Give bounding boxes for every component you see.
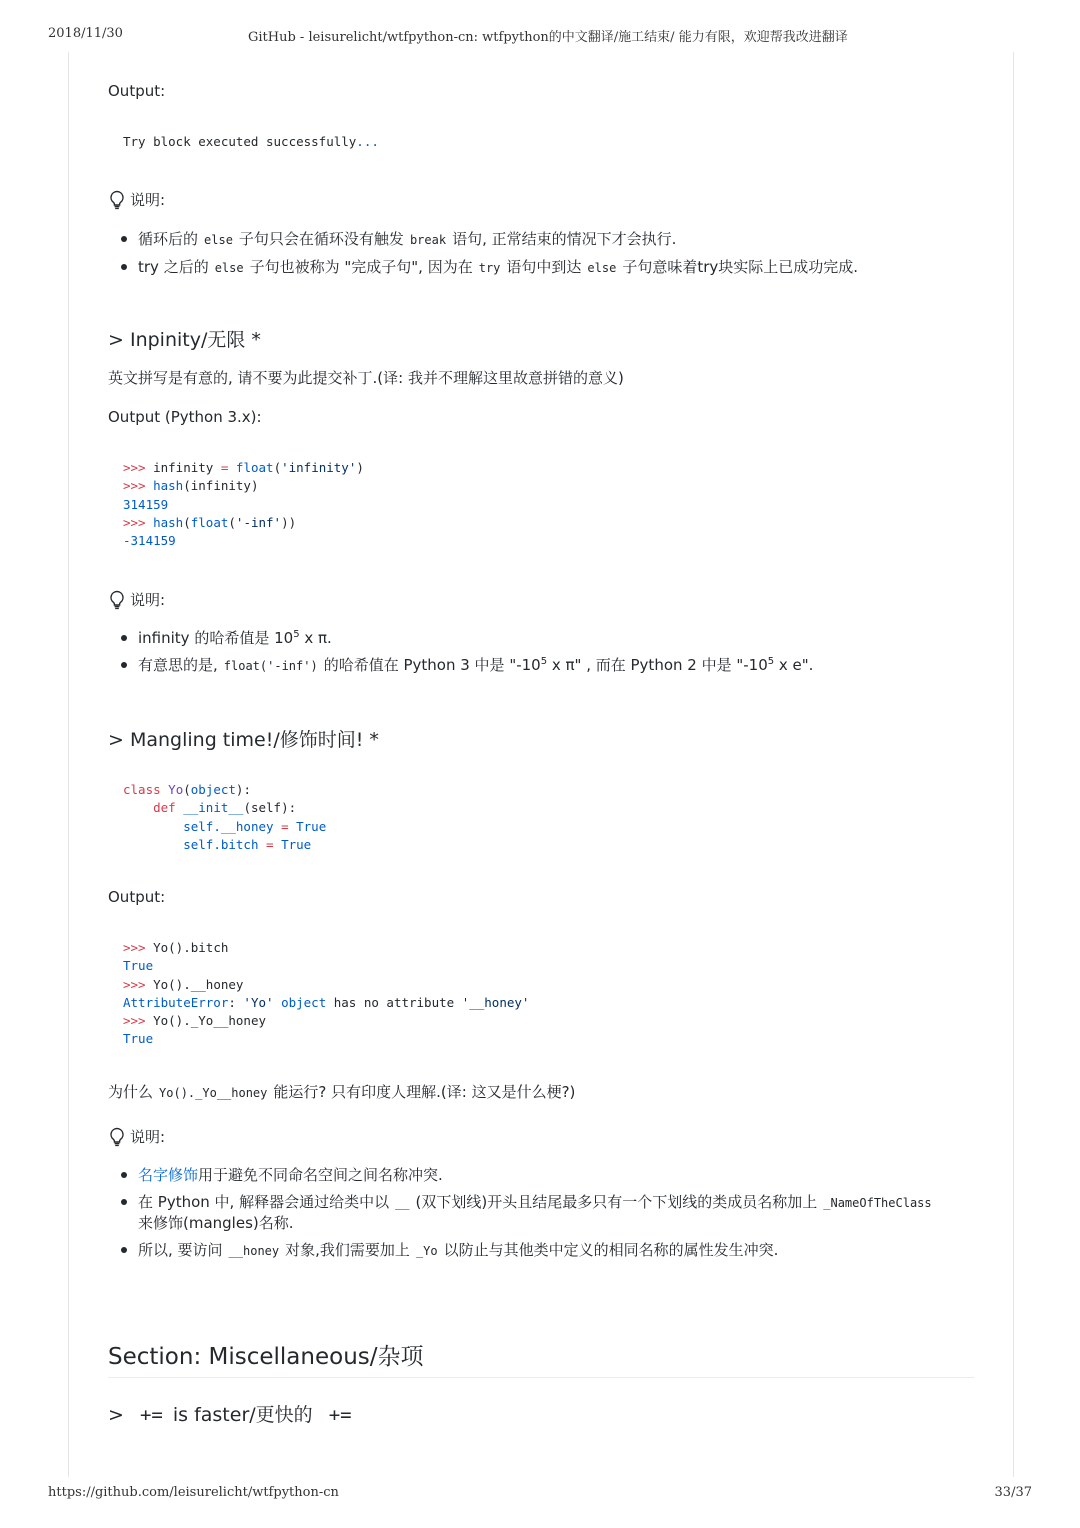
list-item: 有意思的是, float('-inf') 的哈希值在 Python 3 中是 "$-10^5$ x π" , 而在 Python 2 中是 "$-10^5$ x e". <box>108 655 813 676</box>
explanation-label <box>108 590 165 610</box>
section-divider <box>108 1377 974 1378</box>
heading-plus-equals: > += is faster/更快的 += <box>108 1404 352 1426</box>
content-border-left <box>68 52 69 1477</box>
explanation-list <box>108 628 813 676</box>
lightbulb-icon <box>108 1127 126 1147</box>
list-item: infinity 的哈希值是 $10^5$ x π. <box>108 628 813 648</box>
code-block-infinity: >>> infinity = float('infinity') >>> hash(infinity) 314159 >>> hash(float('-inf')) -314159 <box>123 460 364 549</box>
code-block-class-yo: class Yo(object): def __init__(self): self.__honey = True self.bitch = True <box>123 782 327 852</box>
print-footer <box>0 1485 1080 1505</box>
list-item: 名字修饰用于避免不同命名空间之间名称冲突. <box>108 1165 938 1185</box>
bullet-icon <box>121 1247 127 1253</box>
print-header <box>0 26 1080 46</box>
code-ellipsis: ... <box>356 134 379 149</box>
bullet-icon <box>121 635 127 641</box>
explanation-text: 说明: <box>130 191 166 209</box>
print-title: GitHub - leisurelicht/wtfpython-cn: wtfpython的中文翻译/施工结束/ 能力有限，欢迎帮我改进翻译 <box>248 30 848 45</box>
bullet-icon <box>121 1199 127 1205</box>
bullet-icon <box>121 1172 127 1178</box>
section-heading: Section: Miscellaneous/杂项 <box>108 1344 424 1370</box>
explanation-list <box>108 229 858 278</box>
content-border-right <box>1013 52 1014 1477</box>
print-url: https://github.com/leisurelicht/wtfpython-cn <box>48 1485 339 1500</box>
inpinity-description: 英文拼写是有意的, 请不要为此提交补丁.(译: 我并不理解这里故意拼错的意义) <box>108 369 624 387</box>
list-item: 在 Python 中, 解释器会通过给类中以 __ (双下划线)开头且结尾最多只有一个下划线的类成员名称加上 _NameOfTheClass 来修饰(mangles)名称. <box>108 1192 938 1233</box>
bullet-icon <box>121 236 127 242</box>
page-number: 33/37 <box>994 1485 1032 1500</box>
code-line: Try block executed successfully <box>123 134 357 149</box>
heading-inpinity: > Inpinity/无限 * <box>108 329 261 351</box>
code-block-yo-output: >>> Yo().bitch True >>> Yo().__honey AttributeError: 'Yo' object has no attribute '__honey' >>> Yo()._Yo__honey True <box>123 940 530 1047</box>
bullet-icon <box>121 662 127 668</box>
output-label: Output (Python 3.x): <box>108 408 262 426</box>
why-paragraph: 为什么 Yo()._Yo__honey 能运行? 只有印度人理解.(译: 这又是什么梗?) <box>108 1083 576 1101</box>
list-item: try 之后的 else 子句也被称为 "完成子句", 因为在 try 语句中到达 else 子句意味着try块实际上已成功完成. <box>108 257 858 278</box>
print-date: 2018/11/30 <box>48 26 123 41</box>
lightbulb-icon <box>108 590 126 610</box>
code-output-try <box>123 133 379 151</box>
output-label: Output: <box>108 888 166 906</box>
explanation-text: 说明: <box>130 591 166 609</box>
explanation-label <box>108 190 165 210</box>
heading-mangling: > Mangling time!/修饰时间! * <box>108 729 379 751</box>
list-item: 循环后的 else 子句只会在循环没有触发 break 语句, 正常结束的情况下才会执行. <box>108 229 858 250</box>
bullet-icon <box>121 264 127 270</box>
explanation-text: 说明: <box>130 1128 166 1146</box>
name-mangling-link[interactable]: 名字修饰 <box>138 1166 199 1184</box>
explanation-label <box>108 1127 165 1147</box>
lightbulb-icon <box>108 190 126 210</box>
output-label: Output: <box>108 82 166 100</box>
explanation-list <box>108 1165 938 1261</box>
list-item: 所以, 要访问 __honey 对象,我们需要加上 _Yo 以防止与其他类中定义的相同名称的属性发生冲突. <box>108 1240 938 1261</box>
